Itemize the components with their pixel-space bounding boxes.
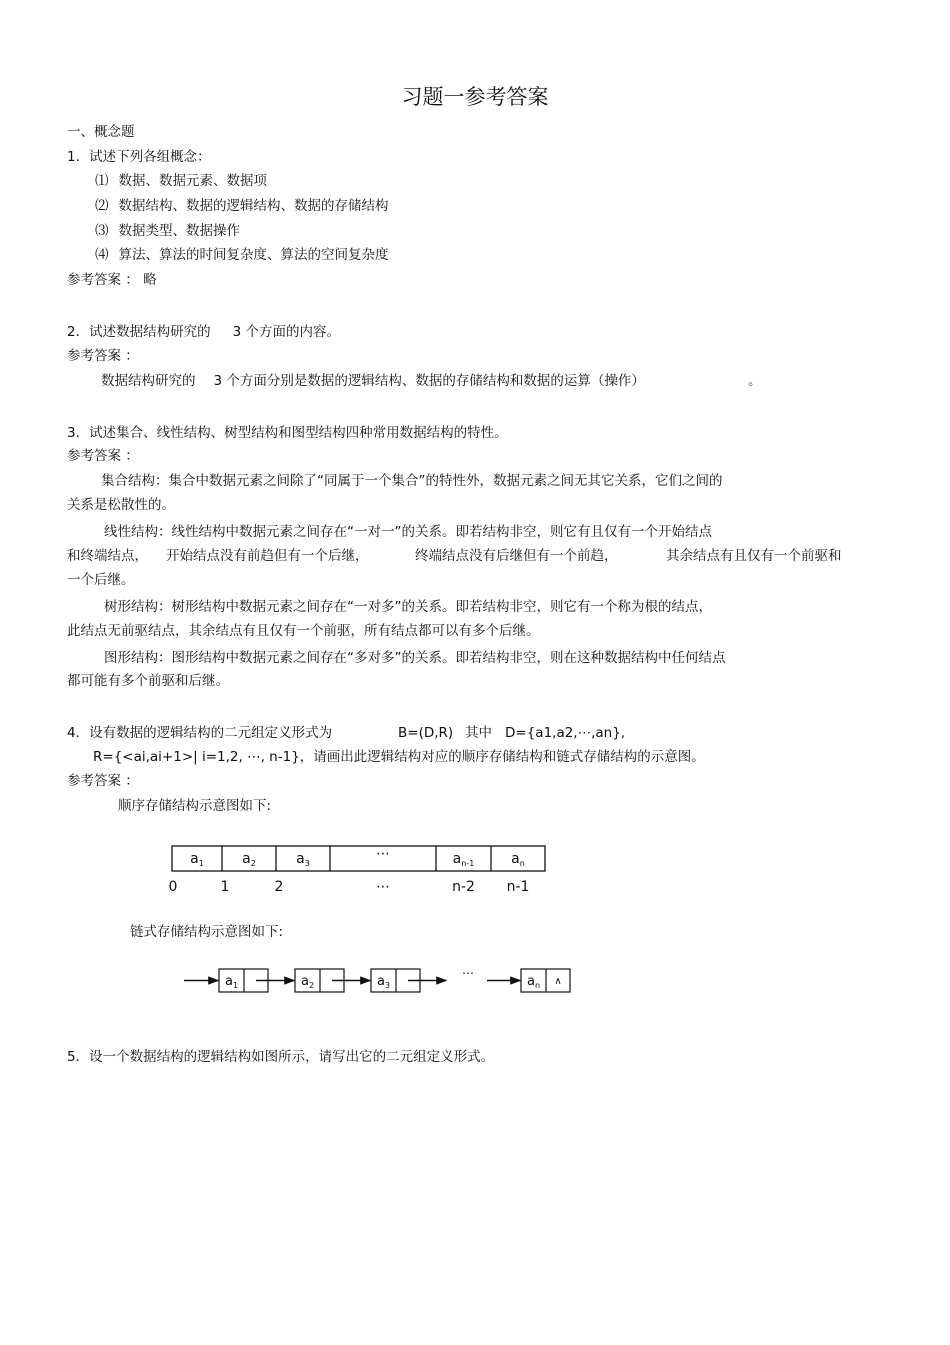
seq-index-label: ⋯ bbox=[376, 879, 390, 895]
seq-cell-label: $a_2$ bbox=[242, 851, 256, 868]
q2-stem-b: 3 个方面的内容。 bbox=[232, 324, 340, 340]
q4-stem-a: 4．设有数据的逻辑结构的二元组定义形式为 bbox=[67, 725, 333, 741]
q1-item-2 bbox=[95, 197, 389, 215]
q1-item-3 bbox=[95, 222, 240, 240]
q3-set-line-2: 关系是松散性的。 bbox=[67, 497, 175, 513]
q3-answer-label: 参考答案 ： bbox=[67, 448, 139, 464]
link-node-data: $a_n$ bbox=[526, 974, 541, 990]
link-node-box bbox=[371, 969, 420, 992]
q3-linear-line-2c: 终端结点没有后继但有一个前趋， bbox=[415, 548, 618, 564]
seq-caption: 顺序存储结构示意图如下: bbox=[118, 798, 272, 814]
q1-item-1-num: ⑴ bbox=[95, 173, 109, 189]
q4-stem-c: 其中 bbox=[465, 725, 492, 741]
q1-item-2-num: ⑵ bbox=[95, 198, 109, 214]
q3-linear-line-2b: 开始结点没有前趋但有一个后继， bbox=[166, 548, 369, 564]
q1-item-3-text: 数据类型、数据操作 bbox=[118, 223, 240, 239]
q1-item-4-num: ⑷ bbox=[95, 247, 109, 263]
seq-index-label: n-1 bbox=[506, 879, 530, 895]
seq-cell-label: $a_{n-1}$ bbox=[452, 851, 475, 868]
q1-item-2-text: 数据结构、数据的逻辑结构、数据的存储结构 bbox=[118, 198, 389, 214]
seq-index-label: 0 bbox=[168, 879, 178, 895]
q2-answer bbox=[101, 372, 645, 390]
q2-answer-end: 。 bbox=[748, 373, 762, 389]
q1-item-4-text: 算法、算法的时间复杂度、算法的空间复杂度 bbox=[118, 247, 389, 263]
q4-answer-label: 参考答案 ： bbox=[67, 773, 139, 789]
q3-graph-line-1: 图形结构：图形结构中数据元素之间存在“多对多”的关系。即若结构非空，则在这种数据结构中任何结点 bbox=[104, 650, 726, 666]
page-title: 习题一参考答案 bbox=[401, 85, 549, 109]
q3-linear-line-2d: 其余结点有且仅有一个前驱和 bbox=[666, 548, 842, 564]
link-node-box bbox=[521, 969, 570, 992]
q2-answer-b: 3 个方面分别是数据的逻辑结构、数据的存储结构和数据的运算（操作） bbox=[213, 373, 645, 389]
section-heading: 一、概念题 bbox=[67, 124, 135, 140]
q4-stem-b: B=(D,R) bbox=[398, 725, 454, 741]
q3-graph-line-2: 都可能有多个前驱和后继。 bbox=[67, 673, 229, 689]
seq-index-label: 1 bbox=[220, 879, 230, 895]
seq-index-label: n-2 bbox=[452, 879, 475, 895]
seq-cell-label: $a_1$ bbox=[190, 851, 204, 868]
seq-cell-label: $a_3$ bbox=[296, 851, 310, 868]
seq-cell-label: $a_n$ bbox=[511, 851, 525, 868]
q4-stem-d: D={a1,a2,⋯,an}, bbox=[505, 725, 626, 741]
q2-stem bbox=[67, 323, 340, 341]
q3-tree-line-1: 树形结构：树形结构中数据元素之间存在“一对多”的关系。即若结构非空，则它有一个称为根的结点， bbox=[104, 599, 712, 615]
link-node-box bbox=[295, 969, 344, 992]
q2-answer-a: 数据结构研究的 bbox=[101, 373, 196, 389]
q3-set-line-1: 集合结构：集合中数据元素之间除了“同属于一个集合”的特性外，数据元素之间无其它关系，它们之间的 bbox=[101, 473, 723, 489]
q4-stem-line-2: R={<ai,ai+1>| i=1,2, ⋯, n-1}，请画出此逻辑结构对应的顺序存储结构和链式存储结构的示意图。 bbox=[93, 749, 705, 765]
link-ellipsis: ⋯ bbox=[462, 966, 474, 980]
q3-tree-line-2: 此结点无前驱结点，其余结点有且仅有一个前驱，所有结点都可以有多个后继。 bbox=[67, 623, 540, 639]
q3-stem: 3．试述集合、线性结构、树型结构和图型结构四种常用数据结构的特性。 bbox=[67, 425, 508, 441]
q1-item-1-text: 数据、数据元素、数据项 bbox=[118, 173, 267, 189]
seq-array-frame bbox=[172, 846, 545, 871]
seq-cell-label: ⋯ bbox=[376, 846, 390, 862]
q3-linear-line-3: 一个后继。 bbox=[67, 572, 135, 588]
q1-item-4 bbox=[95, 246, 389, 264]
seq-index-label: 2 bbox=[274, 879, 284, 895]
q2-stem-a: 2．试述数据结构研究的 bbox=[67, 324, 211, 340]
q3-linear-line-1: 线性结构：线性结构中数据元素之间存在“一对一”的关系。即若结构非空，则它有且仅有一个开始结点 bbox=[104, 524, 712, 540]
q1-item-1 bbox=[95, 172, 267, 190]
q1-stem: 1．试述下列各组概念： bbox=[67, 149, 211, 165]
q2-answer-label: 参考答案 ： bbox=[67, 348, 139, 364]
q5-stem: 5．设一个数据结构的逻辑结构如图所示，请写出它的二元组定义形式。 bbox=[67, 1049, 495, 1065]
q3-linear-line-2a: 和终端结点， bbox=[67, 548, 148, 564]
q1-item-3-num: ⑶ bbox=[95, 223, 109, 239]
link-node-data: $a_1$ bbox=[224, 974, 239, 990]
link-node-box bbox=[219, 969, 268, 992]
link-null-pointer: ∧ bbox=[554, 976, 562, 987]
q1-answer: 参考答案 ： 略 bbox=[67, 272, 157, 288]
link-caption: 链式存储结构示意图如下: bbox=[130, 924, 284, 940]
link-node-data: $a_3$ bbox=[376, 974, 391, 990]
link-node-data: $a_2$ bbox=[300, 974, 315, 990]
